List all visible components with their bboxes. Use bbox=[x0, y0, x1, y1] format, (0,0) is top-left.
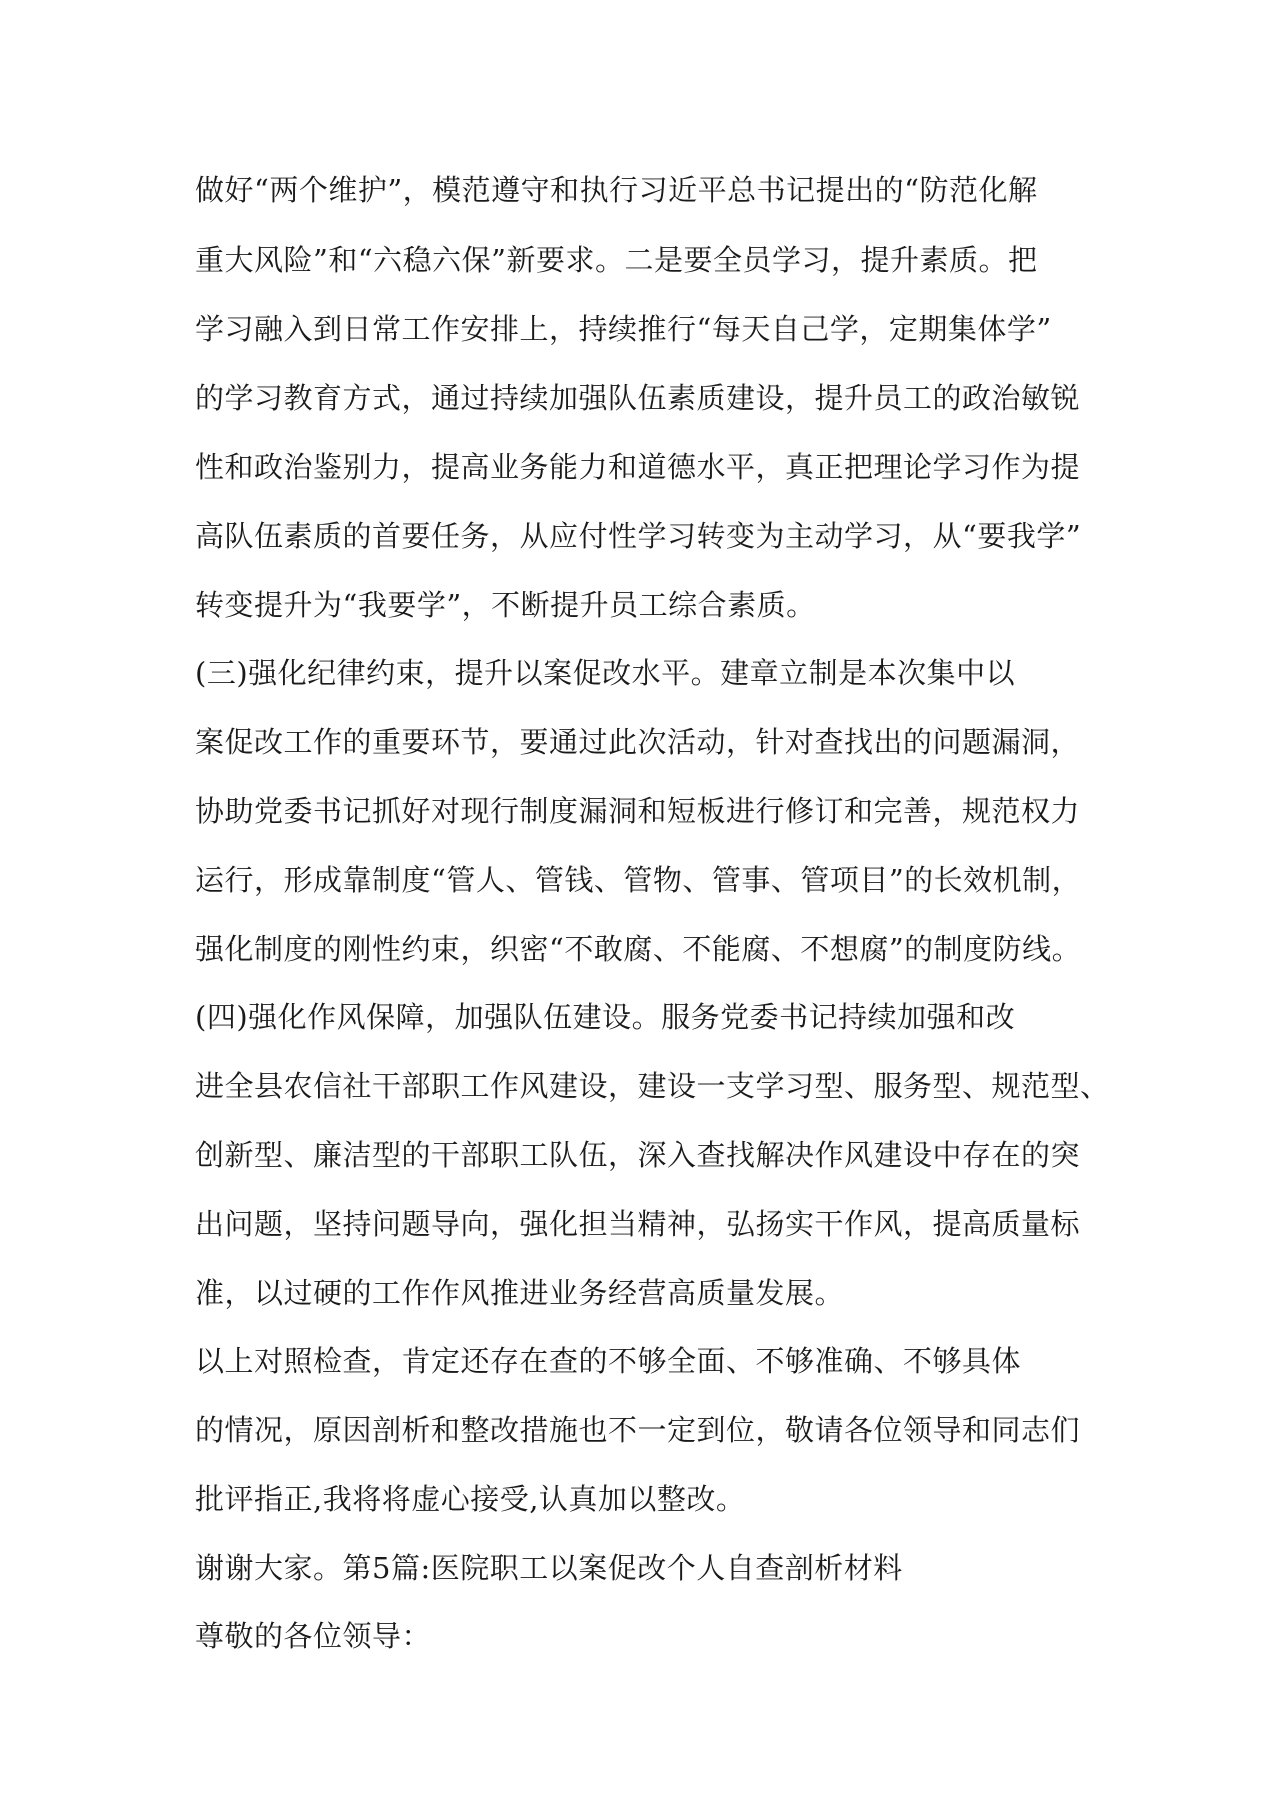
section-heading-line: (四)强化作风保障，加强队伍建设。服务党委书记持续加强和改 bbox=[195, 1000, 1016, 1034]
text-line: 以上对照检查，肯定还存在查的不够全面、不够准确、不够具体 bbox=[195, 1344, 1022, 1378]
text-line: 转变提升为“我要学”，不断提升员工综合素质。 bbox=[195, 588, 816, 622]
salutation-line: 尊敬的各位领导： bbox=[195, 1619, 432, 1653]
text-line: 的情况，原因剖析和整改措施也不一定到位，敬请各位领导和同志们 bbox=[195, 1413, 1081, 1447]
text-line: 案促改工作的重要环节，要通过此次活动，针对查找出的问题漏洞， bbox=[195, 725, 1081, 759]
text-line: 重大风险”和“六稳六保”新要求。二是要全员学习，提升素质。把 bbox=[195, 243, 1038, 277]
text-line: 性和政治鉴别力，提高业务能力和道德水平，真正把理论学习作为提 bbox=[195, 450, 1081, 484]
text-line: 强化制度的刚性约束，织密“不敢腐、不能腐、不想腐”的制度防线。 bbox=[195, 932, 1082, 966]
text-line: 的学习教育方式，通过持续加强队伍素质建设，提升员工的政治敏锐 bbox=[195, 381, 1081, 415]
section-heading-line: (三)强化纪律约束，提升以案促改水平。建章立制是本次集中以 bbox=[195, 656, 1016, 690]
text-line: 做好“两个维护”，模范遵守和执行习近平总书记提出的“防范化解 bbox=[195, 173, 1038, 207]
text-line: 协助党委书记抓好对现行制度漏洞和短板进行修订和完善，规范权力 bbox=[195, 794, 1081, 828]
text-line: 运行，形成靠制度“管人、管钱、管物、管事、管项目”的长效机制， bbox=[195, 863, 1082, 897]
text-line: 准，以过硬的工作作风推进业务经营高质量发展。 bbox=[195, 1276, 845, 1310]
text-line: 学习融入到日常工作安排上，持续推行“每天自己学，定期集体学” bbox=[195, 312, 1052, 346]
text-line: 批评指正,我将将虚心接受,认真加以整改。 bbox=[195, 1482, 746, 1516]
text-line: 谢谢大家。第5篇:医院职工以案促改个人自查剖析材料 bbox=[195, 1551, 903, 1585]
text-line: 出问题，坚持问题导向，强化担当精神，弘扬实干作风，提高质量标 bbox=[195, 1207, 1081, 1241]
text-line: 进全县农信社干部职工作风建设，建设一支学习型、服务型、规范型、 bbox=[195, 1069, 1110, 1103]
text-line: 创新型、廉洁型的干部职工队伍，深入查找解决作风建设中存在的突 bbox=[195, 1138, 1081, 1172]
text-line: 高队伍素质的首要任务，从应付性学习转变为主动学习，从“要我学” bbox=[195, 519, 1082, 553]
